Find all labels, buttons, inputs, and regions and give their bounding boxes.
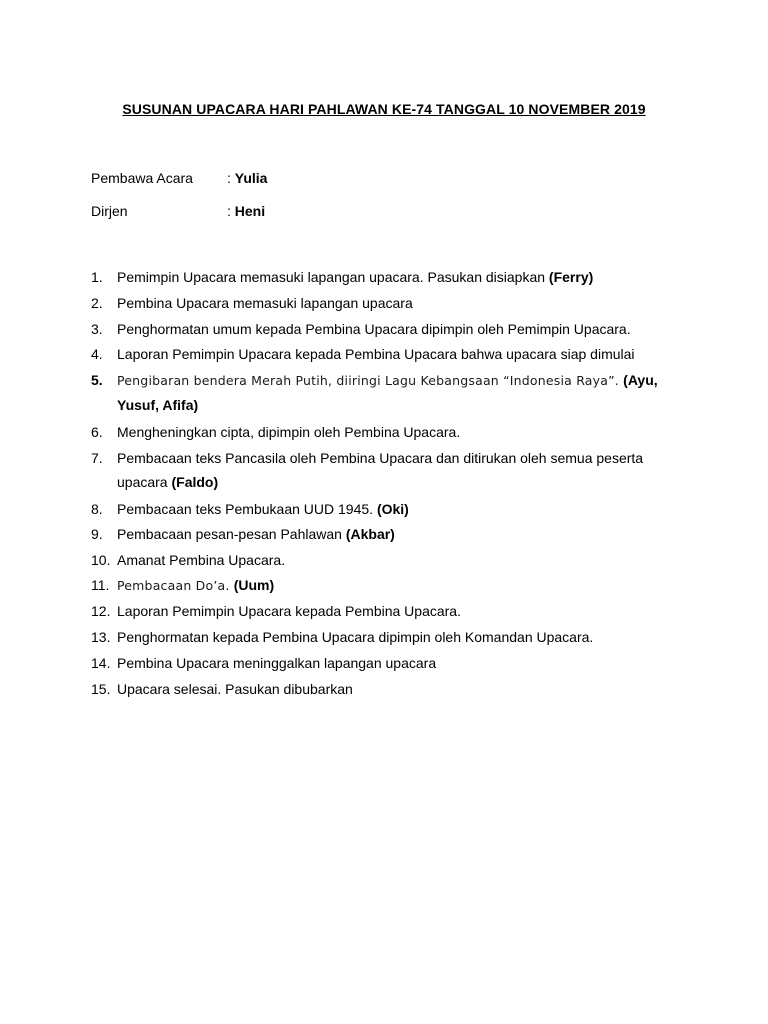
item-number: 14. [91,655,111,671]
item-assignee: (Akbar) [345,526,395,542]
item-text: Pengibaran bendera Merah Putih, diiringi Lagu Kebangsaan “Indonesia Raya”. [117,373,624,388]
item-assignee: (Ferry) [548,269,594,285]
meta-row-pembawa-acara [91,169,267,187]
item-number: 9. [91,526,103,542]
item-number: 1. [91,269,103,285]
item-assignee-continued: Yusuf, Afifa) [117,397,199,413]
item-number: 15. [91,681,111,697]
item-text: Laporan Pemimpin Upacara kepada Pembina Upacara bahwa upacara siap dimulai [117,346,635,362]
meta-row-dirjen [91,202,265,220]
item-number: 2. [91,295,103,311]
item-number: 11. [91,577,110,593]
item-number: 13. [91,629,111,645]
item-assignee: (Oki) [376,501,409,517]
meta-label: Pembawa Acara [91,170,193,186]
item-text: Mengheningkan cipta, dipimpin oleh Pembina Upacara. [117,424,461,440]
item-assignee: (Uum) [233,577,275,593]
item-text: Pembacaan teks Pancasila oleh Pembina Upacara dan ditirukan oleh semua peserta [117,450,644,466]
item-text: Pembacaan Do’a. [117,578,234,593]
item-text: Pembacaan pesan-pesan Pahlawan [117,526,346,542]
meta-colon: : [227,203,235,219]
item-number: 8. [91,501,103,517]
meta-colon: : [227,170,235,186]
item-text: Pembina Upacara meninggalkan lapangan upacara [117,655,437,671]
item-text: Pembina Upacara memasuki lapangan upacara [117,295,413,311]
item-number: 4. [91,346,103,362]
item-text: Penghormatan umum kepada Pembina Upacara dipimpin oleh Pemimpin Upacara. [117,321,631,337]
item-number: 7. [91,450,103,466]
item-number: 5. [91,372,103,388]
item-assignee: (Faldo) [171,474,219,490]
item-number: 12. [91,603,111,619]
item-text: Pemimpin Upacara memasuki lapangan upacara. Pasukan disiapkan [117,269,549,285]
document-title: SUSUNAN UPACARA HARI PAHLAWAN KE-74 TANGGAL 10 NOVEMBER 2019 [122,101,646,117]
meta-value: Heni [234,203,266,219]
item-text-continued: upacara [117,474,172,490]
item-text: Laporan Pemimpin Upacara kepada Pembina Upacara. [117,603,461,619]
item-assignee: (Ayu, [623,372,658,388]
item-number: 6. [91,424,103,440]
item-text: Upacara selesai. Pasukan dibubarkan [117,681,353,697]
item-number: 10. [91,552,111,568]
meta-label: Dirjen [91,203,128,219]
meta-value: Yulia [234,170,268,186]
item-text: Amanat Pembina Upacara. [117,552,286,568]
item-text: Penghormatan kepada Pembina Upacara dipimpin oleh Komandan Upacara. [117,629,594,645]
item-number: 3. [91,321,103,337]
item-text: Pembacaan teks Pembukaan UUD 1945. [117,501,377,517]
